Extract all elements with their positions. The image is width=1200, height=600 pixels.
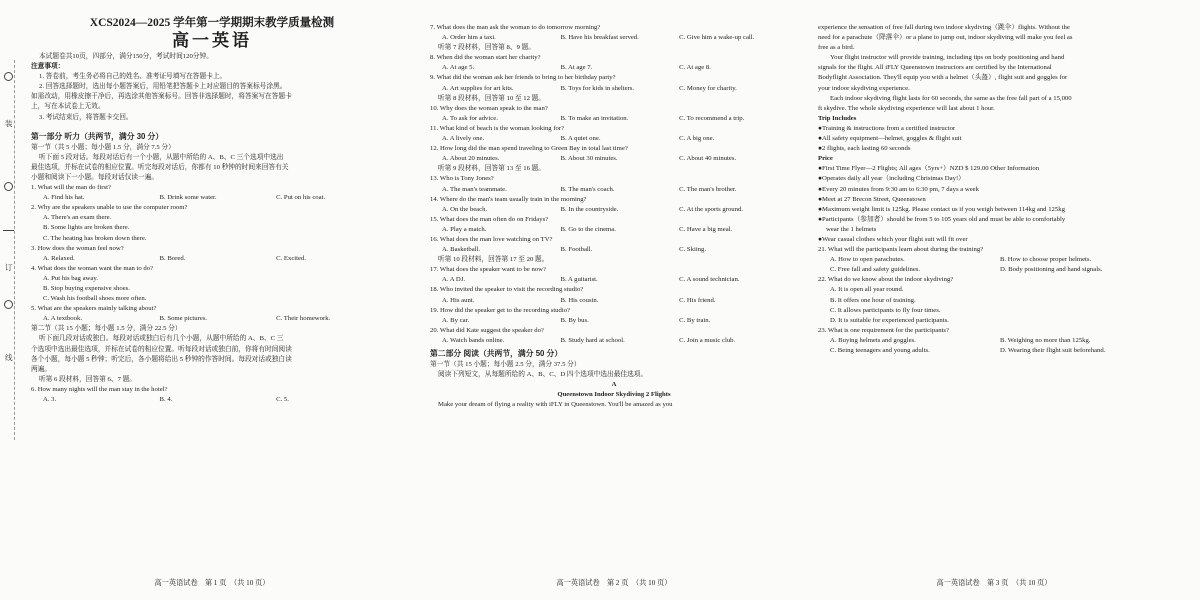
option: B. To make an invitation. xyxy=(560,114,629,122)
passage-line: experience the sensation of free fall during two indoor skydiving（跳伞）flights. Without the xyxy=(818,24,1070,31)
hole-mark xyxy=(4,182,13,191)
option-row xyxy=(430,275,798,285)
page-footer: 高一英语试卷 第 2 页 （共 10 页） xyxy=(556,578,672,587)
exam-header: XCS2024—2025 学年第一学期期末教学质量检测 xyxy=(89,17,335,29)
option-row xyxy=(430,33,798,43)
passage-line: Make your dream of flying a reality with iFLY in Queenstown. You'll be amazed as you xyxy=(438,401,673,409)
option: C. At age 8. xyxy=(679,64,711,72)
option: B. Some pictures. xyxy=(159,315,208,323)
notice-title: 注意事项： xyxy=(31,63,65,71)
option: B. His cousin. xyxy=(560,296,599,304)
trip-item: ●Training & instructions from a certified instructor xyxy=(818,124,956,132)
question-stem: 2. Why are the speakers unable to use the computer room? xyxy=(31,204,188,212)
option: C. Join a music club. xyxy=(679,336,736,344)
page-footer: 高一英语试卷 第 1 页 （共 10 页） xyxy=(154,578,270,587)
option: A. By car. xyxy=(442,316,470,324)
question-stem: 6. How many nights will the man stay in the hotel? xyxy=(31,385,168,393)
option-row xyxy=(430,114,798,124)
option: A. His aunt. xyxy=(442,296,475,304)
option: A. On the beach. xyxy=(442,205,488,213)
option-row xyxy=(430,84,798,94)
option-row xyxy=(430,63,798,73)
option: B. 4. xyxy=(159,396,173,403)
question-stem: 21. What will the participants learn about during the training? xyxy=(818,246,984,254)
material-note: 听第 8 段材料，回答第 10 至 12 题。 xyxy=(438,94,545,102)
option: B. Have his breakfast served. xyxy=(560,34,639,42)
trip-item: ●2 flights, each lasting 60 seconds xyxy=(818,145,911,153)
exam-page-1 xyxy=(31,0,393,600)
option: C. Being teenagers and young adults. xyxy=(830,347,930,354)
question-stem: 1. What will the man do first? xyxy=(31,184,111,192)
passage-line: Each indoor skydiving flight lasts for 60 seconds, the same as the free fall part of a 15,000 xyxy=(830,94,1072,102)
option: C. Skiing. xyxy=(679,246,707,254)
option: B. A guitarist. xyxy=(560,276,598,284)
option-row xyxy=(818,265,1170,275)
option: A. About 20 minutes. xyxy=(442,155,500,163)
subject-title: 高一英语 xyxy=(172,31,252,50)
option: D. It is suitable for experienced participants. xyxy=(830,316,949,324)
passage-line: your indoor skydiving experience. xyxy=(818,84,910,92)
option-row xyxy=(430,225,798,235)
question-stem: 11. What kind of beach is the woman looking for? xyxy=(430,124,565,132)
option: B. Football. xyxy=(560,246,593,254)
passage-line: Bodyflight Association. They'll equip you with a helmet（头盔）, flight suit and goggles for xyxy=(818,74,1068,82)
option-row xyxy=(31,314,393,324)
question-stem: 20. What did Kate suggest the speaker do? xyxy=(430,326,544,334)
option: C. Money for charity. xyxy=(679,84,737,92)
option: C. About 40 minutes. xyxy=(679,155,737,163)
option: B. Drink some water. xyxy=(159,194,217,202)
question-stem: 3. How does the woman feel now? xyxy=(31,244,124,252)
option: A. Play a match. xyxy=(442,225,487,233)
option-row xyxy=(430,296,798,306)
option: B. Stop buying expensive shoes. xyxy=(43,284,130,292)
option: A. A textbook. xyxy=(43,315,83,323)
option-row xyxy=(818,346,1170,356)
option: C. At the sports ground. xyxy=(679,205,743,213)
material-note: 听第 7 段材料，回答第 8、9 题。 xyxy=(438,44,535,52)
option: C. A sound technician. xyxy=(679,276,740,284)
price-item: wear the 1 helmets xyxy=(826,225,877,233)
material-note: 听第 9 段材料，回答第 13 至 16 题。 xyxy=(438,165,545,173)
gutter-char: 装 xyxy=(5,119,13,128)
option-row xyxy=(430,154,798,164)
option: A. A lively one. xyxy=(442,135,485,143)
option: A. The man's teammate. xyxy=(442,185,507,193)
option: C. Free fall and safety guidelines. xyxy=(830,266,921,274)
question-stem: 22. What do we know about the indoor skydiving? xyxy=(818,276,954,284)
option: B. At age 7. xyxy=(560,64,593,72)
option-row xyxy=(818,336,1170,346)
option-row xyxy=(430,316,798,326)
part1-title: 第一部分 听力（共两节，满分 30 分） xyxy=(31,131,164,141)
option: C. 5. xyxy=(276,396,289,403)
option: C. Have a big meal. xyxy=(679,225,733,233)
price-item: ●Every 20 minutes from 9:30 am to 6:30 pm, 7 days a week xyxy=(818,185,979,193)
section-title: 第一节（共 15 小题；每小题 2.5 分，满分 37.5 分） xyxy=(430,361,581,368)
question-stem: 10. Why does the woman speak to the man? xyxy=(430,104,548,112)
question-stem: 5. What are the speakers mainly talking about? xyxy=(31,305,157,313)
option: B. Go to the cinema. xyxy=(560,225,616,233)
binding-gutter xyxy=(0,0,24,600)
gutter-char: 线 xyxy=(5,353,13,362)
question-stem: 9. What did the woman ask her friends to bring to her birthday party? xyxy=(430,74,616,82)
option-row xyxy=(430,245,798,255)
option: A. To ask for advice. xyxy=(442,114,498,122)
exam-intro: 本试题卷共10页，四部分，满分150分，考试时间120分钟。 xyxy=(39,53,213,60)
option-row xyxy=(430,134,798,144)
price-title: Price xyxy=(818,155,833,163)
option: A. A DJ. xyxy=(442,276,466,284)
option: A. There's an exam there. xyxy=(43,214,112,222)
question-stem: 13. Who is Tony Jones? xyxy=(430,175,494,183)
option: A. Buying helmets and goggles. xyxy=(830,336,916,344)
option: D. Body positioning and hand signals. xyxy=(1000,266,1103,274)
material-note: 听第 6 段材料，回答第 6、7 题。 xyxy=(39,375,136,383)
part2-title: 第二部分 阅读（共两节，满分 50 分） xyxy=(430,349,563,358)
hole-mark xyxy=(4,300,13,309)
option: B. Some lights are broken there. xyxy=(43,224,130,232)
option: A. Watch bands online. xyxy=(442,336,505,344)
option-row xyxy=(31,193,393,203)
question-stem: 16. What does the man love watching on TV? xyxy=(430,235,553,243)
option: A. It is open all year round. xyxy=(830,286,904,294)
material-note: 听第 10 段材料，回答第 17 至 20 题。 xyxy=(438,256,549,264)
question-stem: 17. What does the speaker want to be now? xyxy=(430,266,546,274)
notice-line: 上，写在本试卷上无效。 xyxy=(31,103,105,111)
trip-title: Trip Includes xyxy=(818,114,857,122)
page-footer: 高一英语试卷 第 3 页 （共 10 页） xyxy=(936,578,1052,587)
notice-line: 如需改动，用橡皮擦干净后，再选涂其他答案标号。回答非选择题时，将答案写在答题卡 xyxy=(31,93,292,101)
option: B. Toys for kids in shelters. xyxy=(560,84,635,92)
question-stem: 4. What does the woman want the man to do? xyxy=(31,264,154,272)
option: C. To recommend a trip. xyxy=(679,114,745,122)
question-stem: 12. How long did the man spend traveling to Green Bay in total last time? xyxy=(430,145,628,153)
question-stem: 7. What does the man ask the woman to do tomorrow morning? xyxy=(430,24,601,31)
gutter-char: 订 xyxy=(5,263,13,272)
question-stem: 18. Who invited the speaker to visit the recording studio? xyxy=(430,286,584,294)
passage-title: Queenstown Indoor Skydiving 2 Flights xyxy=(557,391,671,399)
instruction-line: 阅读下列短文，从每题所给的 A、B、C、D 四个选项中选出最佳选项。 xyxy=(438,371,648,379)
instruction-line: 听下面 5 段对话。每段对话后有一个小题，从题中所给的 A、B、C 三个选项中选出 xyxy=(39,153,284,161)
passage-line: ft skydive. The whole skydiving experience will last about 1 hour. xyxy=(818,104,995,112)
option: B. About 30 minutes. xyxy=(560,155,618,163)
option: C. Their homework. xyxy=(276,315,331,323)
option: A. How to open parachutes. xyxy=(830,256,905,264)
instruction-line: 两遍。 xyxy=(31,365,52,373)
option-row xyxy=(31,254,393,264)
exam-page-3 xyxy=(818,0,1170,600)
price-item: ●Wear casual clothes which your flight suit will fit over xyxy=(818,235,968,243)
option: B. Study hard at school. xyxy=(560,336,625,344)
instruction-line: 小题和阅读下一小题。每段对话仅读一遍。 xyxy=(31,173,159,181)
option: A. At age 5. xyxy=(442,64,475,72)
question-stem: 8. When did the woman start her charity? xyxy=(430,54,541,62)
instruction-line: 最佳选项，并标在试卷的相应位置。听完每段对话后，你都有 10 秒钟的时间来回答有关 xyxy=(31,163,289,171)
exam-page-2 xyxy=(430,0,798,600)
hole-mark xyxy=(4,72,13,81)
option: B. By bus. xyxy=(560,316,589,324)
option: B. The man's coach. xyxy=(560,185,615,193)
question-stem: 14. Where do the man's team usually train in the morning? xyxy=(430,195,587,203)
trip-item: ●All safety equipment—helmet, goggles & flight suit xyxy=(818,135,962,143)
option: A. Put his bag away. xyxy=(43,274,98,282)
passage-line: Your flight instructor will provide training, including tips on body positioning and hand xyxy=(830,54,1065,62)
instruction-line: 听下面几段对话或独白。每段对话或独白后有几个小题，从题中所给的 A、B、C 三 xyxy=(39,335,284,343)
option: C. A big one. xyxy=(679,135,715,143)
option: B. Weighing no more than 125kg. xyxy=(1000,336,1091,344)
option: C. His friend. xyxy=(679,296,716,304)
option: A. Art supplies for art kits. xyxy=(442,84,514,92)
option: C. By train. xyxy=(679,316,711,324)
passage-letter: A xyxy=(611,381,617,389)
option: A. Relaxed. xyxy=(43,254,75,262)
notice-line: 2. 回答选择题时，选出每小题答案后，用铅笔把答题卡上对应题目的答案标号涂黑。 xyxy=(39,83,287,91)
option-row xyxy=(430,205,798,215)
option: A. 3. xyxy=(43,396,57,403)
question-stem: 15. What does the man often do on Fridays? xyxy=(430,215,549,223)
section-title: 第二节（共 15 小题；每小题 1.5 分，满分 22.5 分） xyxy=(31,325,182,333)
option: A. Basketball. xyxy=(442,246,481,254)
price-item: ●First Time Flyer—2 Flights; All ages（5yrs+）NZD $ 129.00 Other Information xyxy=(818,165,1040,173)
option: C. Put on his coat. xyxy=(276,194,326,202)
price-item: ●Meet at 27 Brecon Street, Queenstown xyxy=(818,195,926,203)
option: C. Wash his football shoes more often. xyxy=(43,295,147,303)
passage-line: signals for the flight. All iFLY Queenstown instructors are certified by the International xyxy=(818,64,1052,72)
passage-line: free as a bird. xyxy=(818,44,855,52)
question-stem: 19. How did the speaker get to the recording studio? xyxy=(430,306,571,314)
passage-line: need for a parachute（降落伞）or a plane to jump out, indoor skydiving will make you feel as xyxy=(818,34,1073,42)
cut-line xyxy=(14,60,15,440)
question-stem: 23. What is one requirement for the participants? xyxy=(818,326,949,334)
option: A. Find his hat. xyxy=(43,194,85,202)
option: B. How to choose proper helmets. xyxy=(1000,256,1092,264)
option: C. It allows participants to fly four times. xyxy=(830,306,941,314)
option: B. It offers one hour of training. xyxy=(830,296,916,304)
option: C. The heating has broken down there. xyxy=(43,234,147,242)
option: C. The man's brother. xyxy=(679,185,737,193)
notice-line: 3. 考试结束后，将答题卡交回。 xyxy=(39,113,133,121)
option-row xyxy=(430,185,798,195)
option: B. In the countryside. xyxy=(560,205,619,213)
option: C. Excited. xyxy=(276,254,306,262)
option: C. Give him a wake-up call. xyxy=(679,34,755,42)
option: D. Wearing their flight suit beforehand. xyxy=(1000,347,1106,354)
option-row xyxy=(818,255,1170,265)
price-item: ●Participants（参加者）should be from 5 to 105 years old and must be able to comfortably xyxy=(818,215,1066,223)
option: B. A quiet one. xyxy=(560,135,601,143)
option-row xyxy=(430,336,798,346)
option: B. Bored. xyxy=(159,254,186,262)
price-item: ●Maximum weight limit is 125kg. Please contact us if you weigh between 114kg and 125kg xyxy=(818,205,1065,213)
instruction-line: 各个小题，每小题 5 秒钟；听完后，各小题将给出 5 秒钟的作答时间。每段对话或独白读 xyxy=(31,355,292,363)
section-title: 第一节（共 5 小题；每小题 1.5 分，满分 7.5 分） xyxy=(31,143,175,151)
notice-line: 1. 答卷前，考生务必将自己的姓名、准考证号填写在答题卡上。 xyxy=(39,73,227,81)
option: A. Order him a taxi. xyxy=(442,34,496,42)
option-row xyxy=(31,395,393,405)
price-item: ●Operates daily all year（including Christmas Day!） xyxy=(818,175,965,183)
instruction-line: 个选项中选出最佳选项，并标在试卷的相应位置。听每段对话或独白前，你将有时间阅读 xyxy=(31,345,292,353)
gutter-tick xyxy=(3,230,14,231)
